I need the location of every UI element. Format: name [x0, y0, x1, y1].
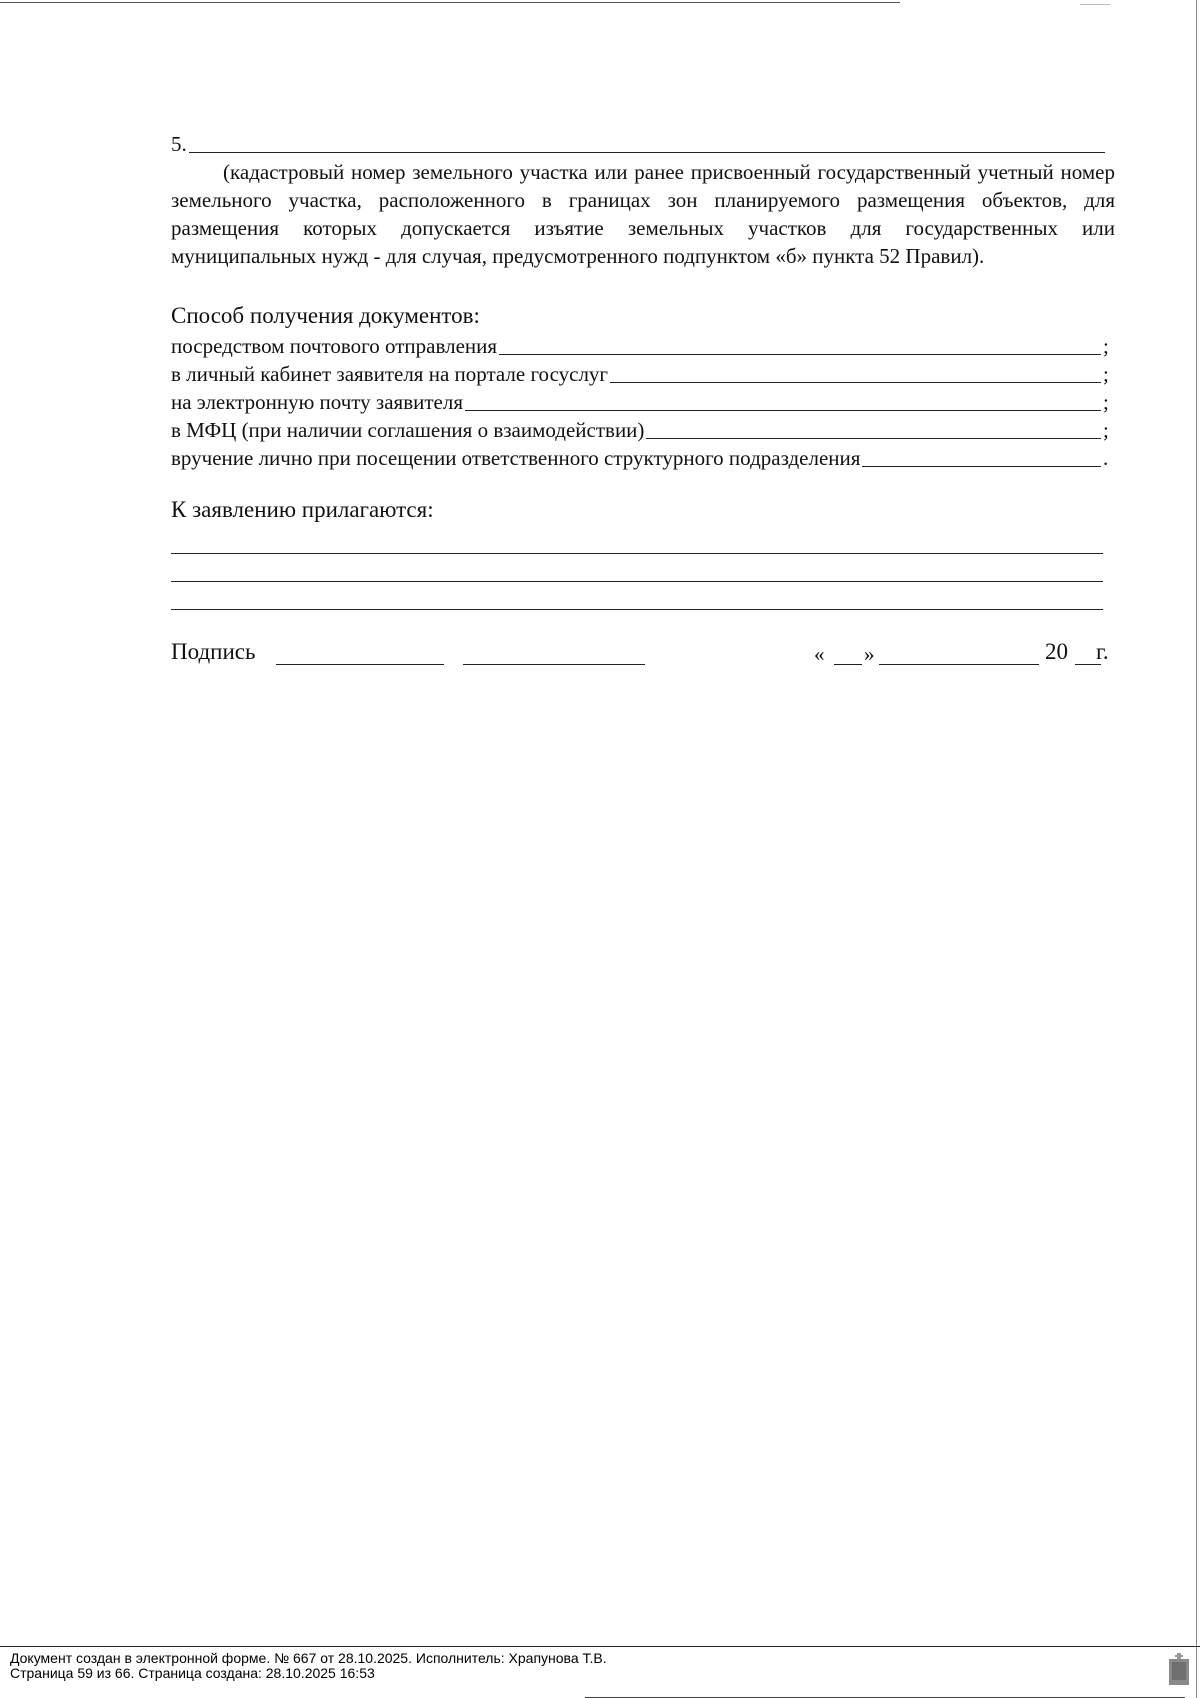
delivery-option-email [171, 388, 1115, 416]
attachments-heading: К заявлению прилагаются: [171, 497, 434, 522]
emblem-stamp-icon [1167, 1651, 1191, 1687]
date-quote-open: « [814, 642, 825, 666]
delivery-option-mfc [171, 416, 1115, 444]
delivery-heading: Способ получения документов: [171, 303, 480, 328]
scan-edge-right [1196, 0, 1197, 1698]
attachment-line[interactable] [171, 554, 1103, 582]
delivery-option-gosuslugi [171, 360, 1115, 388]
delivery-option-blank[interactable] [610, 381, 1101, 383]
scan-artifact [1080, 4, 1110, 5]
delivery-option-post [171, 332, 1115, 360]
document-body [171, 130, 1115, 670]
delivery-option-punct: ; [1103, 418, 1109, 442]
delivery-option-blank[interactable] [862, 465, 1101, 467]
date-day-blank[interactable] [834, 664, 862, 665]
document-footer [10, 1651, 607, 1681]
date-year-suffix: г. [1096, 639, 1109, 664]
delivery-option-label: в МФЦ (при наличии соглашения о взаимодействии) [171, 418, 645, 442]
delivery-option-label: на электронную почту заявителя [171, 390, 463, 414]
signature-blank[interactable] [276, 664, 444, 665]
signature-row [171, 630, 1115, 670]
item-5-row [171, 130, 1115, 158]
signature-name-blank[interactable] [463, 664, 645, 665]
delivery-option-punct: . [1103, 446, 1109, 470]
delivery-option-label: посредством почтового отправления [171, 334, 498, 358]
delivery-option-blank[interactable] [499, 353, 1101, 355]
item-5-blank[interactable] [189, 151, 1105, 153]
footer-line-2: Страница 59 из 66. Страница создана: 28.10.2025 16:53 [10, 1665, 375, 1681]
delivery-option-in-person [171, 444, 1115, 472]
date-year-prefix: 20 [1045, 639, 1068, 664]
signature-label: Подпись [171, 639, 256, 664]
delivery-option-label: в личный кабинет заявителя на портале госуслуг [171, 362, 609, 386]
date-month-blank[interactable] [879, 664, 1039, 665]
date-quote-close: » [864, 642, 875, 666]
footer-divider [0, 1646, 1200, 1647]
attachment-line[interactable] [171, 526, 1103, 554]
item-5-description: (кадастровый номер земельного участка или ранее присвоенный государственный учетный номер земельного участка, расположенного в границах зон планируемого размещения объектов, для размещения которых допускается изъятие земельных участков для государственных или муниципальных нужд - для случая, предусмотренного подпунктом «б» пункта 52 Правил). [171, 160, 1115, 268]
footer-line-1: Документ создан в электронной форме. № 667 от 28.10.2025. Исполнитель: Храпунова Т.В. [10, 1650, 607, 1666]
delivery-option-punct: ; [1103, 390, 1109, 414]
item-5-number: 5. [171, 132, 187, 156]
delivery-option-punct: ; [1103, 334, 1109, 358]
delivery-option-blank[interactable] [465, 409, 1101, 411]
delivery-option-blank[interactable] [646, 437, 1101, 439]
attachment-line[interactable] [171, 582, 1103, 610]
scan-edge-top [0, 2, 900, 3]
delivery-option-punct: ; [1103, 362, 1109, 386]
delivery-option-label: вручение лично при посещении ответственного структурного подразделения [171, 446, 861, 470]
